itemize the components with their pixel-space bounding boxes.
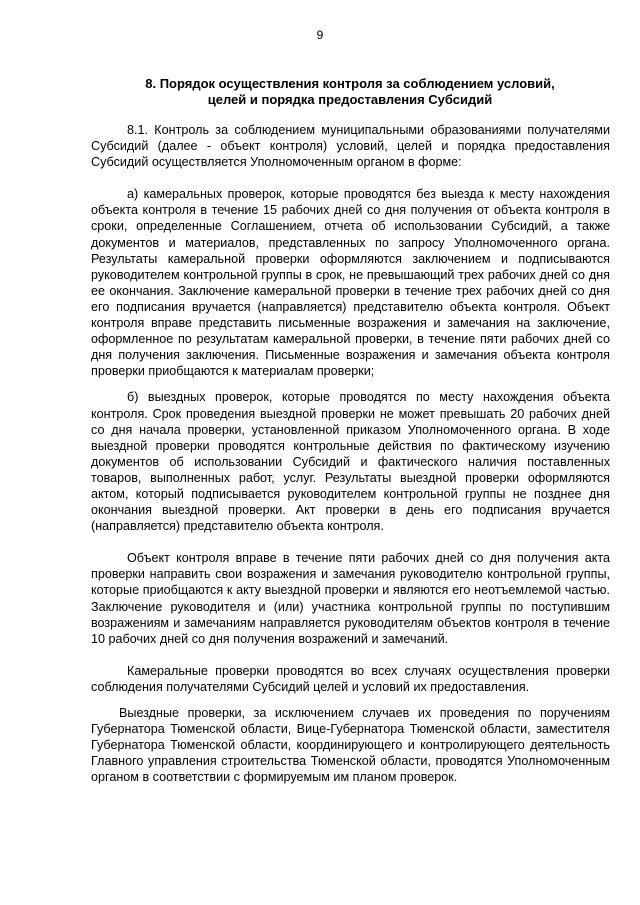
section-heading-line-2: целей и порядка предоставления Субсидий [207, 92, 493, 107]
section-heading [90, 76, 610, 108]
document-body [91, 122, 610, 785]
paragraph-desk-audits-all-cases: Камеральные проверки проводятся во всех случаях осуществления проверки соблюдения получателями Субсидий целей и условий их предоставления. [91, 663, 610, 694]
paragraph-objections: Объект контроля вправе в течение пяти рабочих дней со дня получения акта проверки направить свои возражения и замечания руководителю контрольной группы, которые приобщаются к акту выездной проверки и являются его неотъемлемой частью. Заключение руководителя и (или) участника контрольной группы по поступившим возражениям и замечаниям направляется руководителям объектов контроля в течение 10 рабочих дней со дня получения возражений и замечаний. [91, 551, 610, 646]
paragraph-a-desk-audits: а) камеральных проверок, которые проводятся без выезда к месту нахождения объекта контроля в течение 15 рабочих дней со дня получения от объекта контроля в сроки, определенные Соглашением, отчета об использовании Субсидий, а также документов и материалов, представленных по запросу Уполномоченного органа. Результаты камеральной проверки оформляются заключением и подписываются руководителем контрольной группы в срок, не превышающий трех рабочих дней со дня ее окончания. Заключение камеральной проверки в течение трех рабочих дней со дня его подписания вручается (направляется) представителю объекта контроля. Объект контроля вправе представить письменные возражения и замечания на заключение, оформленное по результатам камеральной проверки, в течение пяти рабочих дней со дня получения заключения. Письменные возражения и замечания объекта контроля проверки приобщаются к материалам проверки; [91, 187, 610, 379]
section-heading-line-1: 8. Порядок осуществления контроля за соблюдением условий, [145, 76, 555, 91]
page-number: 9 [316, 28, 324, 42]
paragraph-b-field-audits: б) выездных проверок, которые проводятся по месту нахождения объекта контроля. Срок проведения выездной проверки не может превышать 20 рабочих дней со дня начала проверки, установленной приказом Уполномоченного органа. В ходе выездной проверки проводятся контрольные действия по фактическому изучению документов об использовании Субсидий и фактического наличия поставленных товаров, выполненных работ, услуг. Результаты выездной проверки оформляются актом, который подписывается руководителем контрольной группы не позднее дня окончания выездной проверки. Акт проверки в день его подписания вручается (направляется) представителю объекта контроля. [91, 390, 610, 534]
paragraph-field-audits-plan: Выездные проверки, за исключением случаев их проведения по поручениям Губернатора Тюменской области, Вице-Губернатора Тюменской области, заместителя Губернатора Тюменской области, координирующего и контролирующего деятельность Главного управления строительства Тюменской области, проводятся Уполномоченным органом в соответствии с формируемым им планом проверок. [91, 706, 610, 785]
paragraph-8-1: 8.1. Контроль за соблюдением муниципальными образованиями получателями Субсидий (далее - объект контроля) условий, целей и порядка предоставления Субсидий осуществляется Уполномоченным органом в форме: [91, 123, 610, 170]
